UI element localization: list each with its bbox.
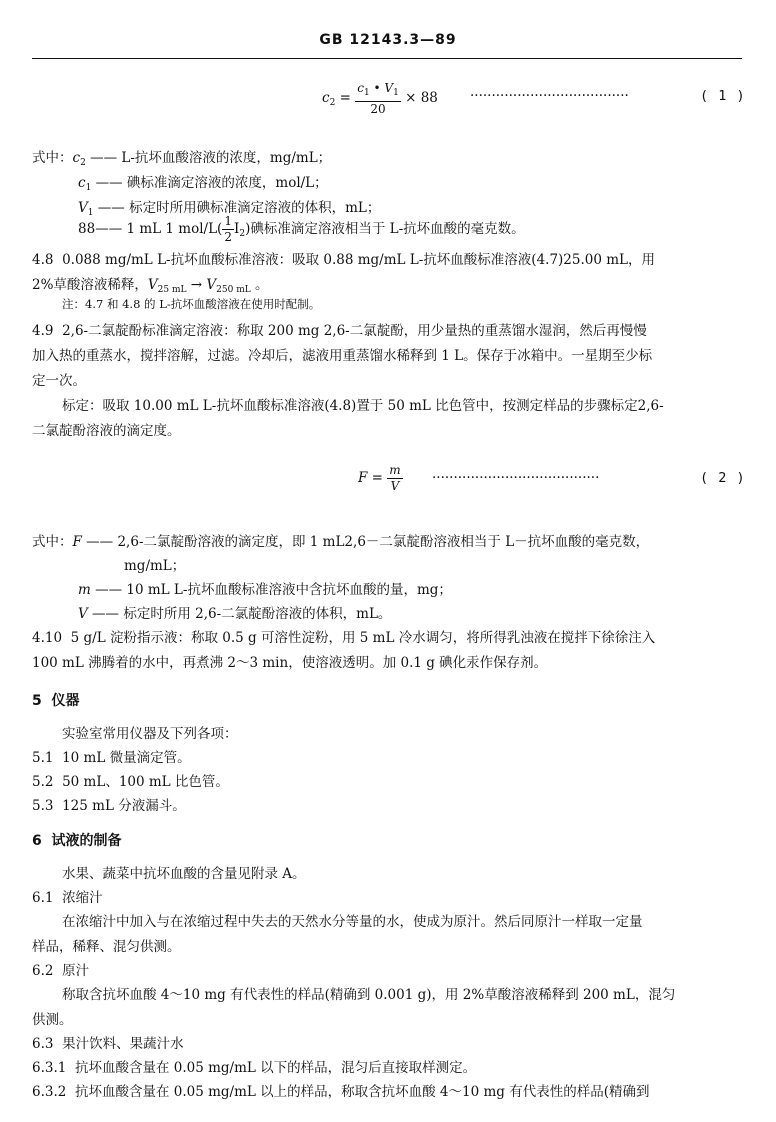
- eq2-number: ( 2 ): [700, 470, 746, 486]
- list-item: 5.1 10 mL 微量滴定管。: [32, 750, 191, 766]
- section-4-9-line-4: 标定：吸取 10.00 mL L-抗坏血酸标准溶液(4.8)置于 50 mL 比色管中，按测定样品的步骤标定2,6-: [62, 398, 664, 414]
- section-6-1-line-2: 样品，稀释、混匀供测。: [32, 939, 181, 955]
- section-6-1-line-1: 在浓缩汁中加入与在浓缩过程中失去的天然水分等量的水，使成为原汁。然后同原汁一样取一定量: [62, 914, 643, 930]
- section-4-9-line-5: 二氯靛酚溶液的滴定度。: [32, 423, 181, 439]
- section-6-3-2: 6.3.2 抗坏血酸含量在 0.05 mg/mL 以上的样品，称取含抗坏血酸 4～10 mg 有代表性的样品(精确到: [32, 1084, 650, 1100]
- section-6-intro: 水果、蔬菜中抗坏血酸的含量见附录 A。: [62, 866, 306, 882]
- section-6-2-line-1: 称取含抗坏血酸 4～10 mg 有代表性的样品(精确到 0.001 g)，用 2%草酸溶液稀释到 200 mL，混匀: [62, 987, 676, 1003]
- page-header: GB 12143.3—89: [319, 32, 457, 48]
- section-4-10-line-2: 100 mL 沸腾着的水中，再煮沸 2～3 min，使溶液透明。加 0.1 g 碘化汞作保存剂。: [32, 655, 548, 671]
- section-6-1-heading: 6.1 浓缩汁: [32, 890, 103, 906]
- section-6-2-line-2: 供测。: [32, 1012, 73, 1028]
- def-f-continuation: mg/mL；: [124, 558, 186, 574]
- section-4-9-line-2: 加入热的重蒸水，搅拌溶解，过滤。冷却后，滤液用重蒸馏水稀释到 1 L。保存于冰箱中。一星期至少标: [32, 348, 653, 364]
- section-6-3-heading: 6.3 果汁饮料、果蔬汁水: [32, 1036, 184, 1052]
- eq1-fraction: $\frac{c_1 • V_1}{20}$: [357, 80, 399, 116]
- def-c1: $c_1$ —— 碘标准滴定溶液的浓度，mol/L；: [78, 175, 328, 193]
- def-m: m —— 10 mL L-抗坏血酸标准溶液中含抗坏血酸的量，mg；: [78, 582, 452, 598]
- section-4-8-line-1: 4.8 0.088 mg/mL L-抗坏血酸标准溶液：吸取 0.88 mg/mL L-抗坏血酸标准溶液(4.7)25.00 mL，用: [32, 252, 656, 268]
- section-4-8-line-2: 2%草酸溶液稀释，$V_{25 mL} \to V_{250 mL}$ 。: [32, 277, 269, 295]
- eq1-leader-dots: ·····································: [470, 88, 629, 104]
- header-rule: [32, 58, 742, 59]
- section-6-3-1: 6.3.1 抗坏血酸含量在 0.05 mg/mL 以下的样品，混匀后直接取样测定。: [32, 1060, 477, 1076]
- section-6-2-heading: 6.2 原汁: [32, 963, 90, 979]
- equation-2: F = $\frac{m}{V}$: [358, 463, 401, 493]
- section-4-10-line-1: 4.10 5 g/L 淀粉指示液：称取 0.5 g 可溶性淀粉，用 5 mL 冷水调匀，将所得乳浊液在搅拌下徐徐注入: [32, 630, 656, 646]
- section-4-8-note: 注：4.7 和 4.8 的 L-抗坏血酸溶液在使用时配制。: [62, 297, 321, 311]
- def-88: 88—— 1 mL 1 mol/L( $\frac{1}{2}$ $I_2$)碘标准滴定溶液相当于 L-抗坏血酸的毫克数。: [78, 214, 525, 244]
- eq2-leader-dots: ·······································: [432, 470, 600, 486]
- def-f: 式中：F —— 2,6-二氯靛酚溶液的滴定度，即 1 mL2,6－二氯靛酚溶液相当于 L－抗坏血酸的毫克数，: [32, 534, 650, 550]
- equation-1: $c_2$ = $\frac{c_1 • V_1}{20}$ × 88: [322, 80, 438, 116]
- section-5-intro: 实验室常用仪器及下列各项：: [62, 726, 238, 742]
- def-v: V —— 标定时所用 2,6-二氯靛酚溶液的体积，mL。: [78, 606, 392, 622]
- def-v1: $V_1$ —— 标定时所用碘标准滴定溶液的体积，mL；: [78, 200, 381, 218]
- list-item: 5.2 50 mL、100 mL 比色管。: [32, 774, 229, 790]
- section-4-9-line-1: 4.9 2,6-二氯靛酚标准滴定溶液：称取 200 mg 2,6-二氯靛酚，用少量热的重蒸馏水湿润，然后再慢慢: [32, 323, 647, 339]
- eq1-lhs: $c_2$: [322, 90, 336, 108]
- section-4-9-line-3: 定一次。: [32, 373, 86, 389]
- section-6-heading: 6 试液的制备: [32, 833, 122, 849]
- section-5-heading: 5 仪器: [32, 693, 80, 709]
- list-item: 5.3 125 mL 分液漏斗。: [32, 798, 186, 814]
- eq1-number: ( 1 ): [700, 88, 746, 104]
- def-c2: 式中：$c_2$ —— L-抗坏血酸溶液的浓度，mg/mL；: [32, 150, 332, 168]
